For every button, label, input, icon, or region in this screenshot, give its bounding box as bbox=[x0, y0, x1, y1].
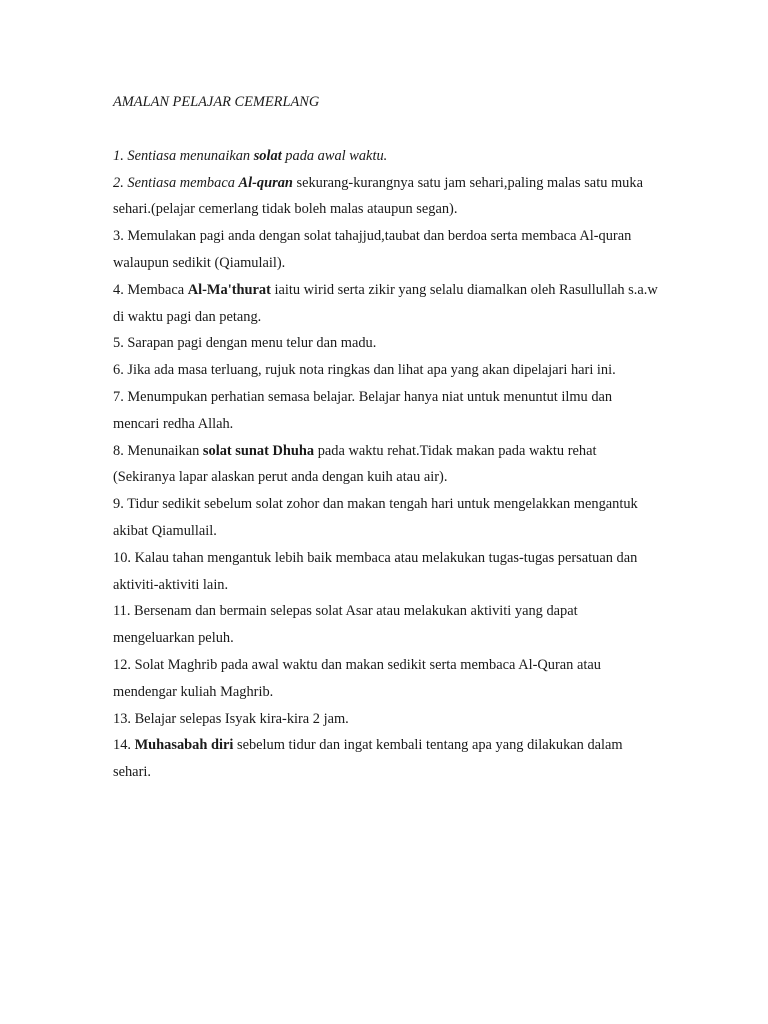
item-text: 9. Tidur sedikit sebelum solat zohor dan makan tengah hari untuk mengelakkan mengantuk akibat Qiamullail. bbox=[113, 496, 638, 539]
list-item-7 bbox=[113, 384, 658, 438]
list-item-8 bbox=[113, 438, 658, 492]
item-text: 3. Memulakan pagi anda dengan solat tahajjud,taubat dan berdoa serta membaca Al-quran walaupun sedikit (Qiamulail). bbox=[113, 228, 632, 271]
document-body bbox=[113, 89, 658, 786]
item-text: 13. Belajar selepas Isyak kira-kira 2 jam. bbox=[113, 710, 349, 727]
item-text: 5. Sarapan pagi dengan menu telur dan madu. bbox=[113, 335, 377, 352]
document-title: AMALAN PELAJAR CEMERLANG bbox=[113, 94, 320, 110]
item-text: 4. Membaca bbox=[113, 281, 188, 298]
item-text: 11. Bersenam dan bermain selepas solat Asar atau melakukan aktiviti yang dapat mengeluarkan peluh. bbox=[113, 603, 578, 647]
item-text: pada waktu rehat.Tidak makan pada waktu rehat (Sekiranya lapar alaskan perut anda dengan kuih atau air). bbox=[113, 442, 597, 486]
list-item-13 bbox=[113, 706, 658, 733]
item-bold-text: Muhasabah diri bbox=[134, 737, 234, 754]
item-bold-text: Al-Ma'thurat bbox=[187, 281, 271, 298]
list-item-9 bbox=[113, 491, 658, 545]
list-item-3 bbox=[113, 223, 658, 277]
list-item-4 bbox=[113, 277, 658, 331]
item-text: sebelum tidur dan ingat kembali tentang apa yang dilakukan dalam sehari. bbox=[113, 737, 623, 781]
item-text: pada awal waktu. bbox=[281, 147, 388, 164]
item-text: 1. Sentiasa menunaikan bbox=[113, 147, 254, 164]
list-item-10 bbox=[113, 545, 658, 599]
list-item-5 bbox=[113, 330, 658, 357]
item-text: sekurang-kurangnya satu jam sehari,paling malas satu muka sehari.(pelajar cemerlang tidak boleh malas ataupun segan). bbox=[113, 174, 643, 218]
item-text: 14. bbox=[113, 737, 135, 754]
item-bold-text: solat sunat Dhuha bbox=[202, 442, 315, 459]
item-text: iaitu wirid serta zikir yang selalu diamalkan oleh Rasullullah s.a.w di waktu pagi dan petang. bbox=[113, 281, 658, 325]
item-text: 6. Jika ada masa terluang, rujuk nota ringkas dan lihat apa yang akan dipelajari hari ini. bbox=[113, 362, 616, 379]
list-item-2 bbox=[113, 170, 658, 224]
item-text: 8. Menunaikan bbox=[113, 442, 203, 459]
item-bold-text: Al-quran bbox=[238, 174, 293, 191]
list-item-12 bbox=[113, 652, 658, 706]
item-text: 2. Sentiasa membaca bbox=[113, 174, 239, 191]
list-item-14 bbox=[113, 732, 658, 786]
item-text: 7. Menumpukan perhatian semasa belajar. Belajar hanya niat untuk menuntut ilmu dan mencari redha Allah. bbox=[113, 388, 613, 432]
item-text: 10. Kalau tahan mengantuk lebih baik membaca atau melakukan tugas-tugas persatuan dan aktiviti-aktiviti lain. bbox=[113, 549, 638, 593]
list-item-11 bbox=[113, 598, 658, 652]
item-text: 12. Solat Maghrib pada awal waktu dan makan sedikit serta membaca Al-Quran atau mendengar kuliah Maghrib. bbox=[113, 656, 601, 700]
item-bold-text: solat bbox=[253, 147, 282, 164]
list-item-6 bbox=[113, 357, 658, 384]
list-item-1 bbox=[113, 143, 658, 170]
